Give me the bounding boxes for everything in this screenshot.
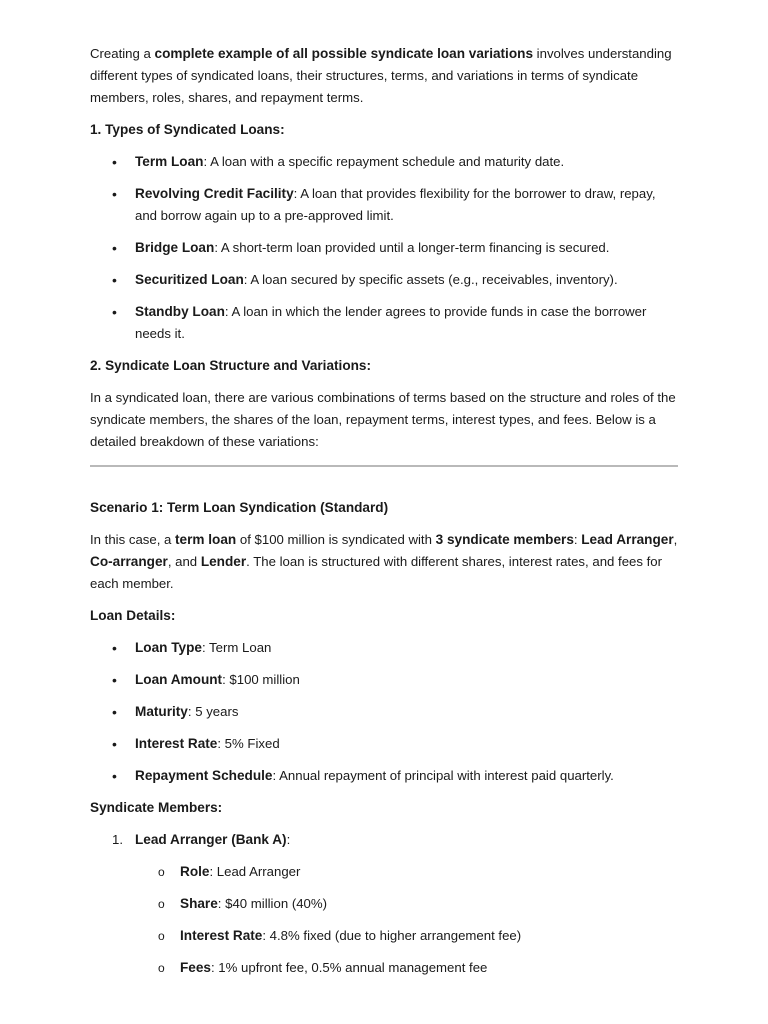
list-item [90,861,678,883]
item-desc: : A short-term loan provided until a longer-term financing is secured. [214,240,610,255]
member-colon: : [286,832,291,847]
item-desc: : $100 million [222,672,300,687]
item-term: Interest Rate [135,736,218,751]
item-term: Loan Amount [135,672,223,687]
para-bold: Lender [200,554,247,569]
item-desc: : Annual repayment of principal with interest paid quarterly. [272,768,614,783]
item-desc: : A loan secured by specific assets (e.g., receivables, inventory). [243,272,618,287]
list-item [90,183,678,227]
section1-heading: 1. Types of Syndicated Loans: [90,122,285,137]
horizontal-divider [90,465,678,467]
list-item [90,701,678,723]
item-desc: : 5% Fixed [217,736,280,751]
member-details-list [90,861,678,979]
scenario1-paragraph [90,529,678,595]
list-item [90,669,678,691]
item-desc: : $40 million (40%) [217,896,327,911]
item-term: Fees [180,960,211,975]
section2-paragraph: In a syndicated loan, there are various combinations of terms based on the structure and roles of the syndicate members, the shares of the loan, repayment terms, interest types, and fees. Below is a detailed breakdown of these variations: [90,390,676,449]
intro-text-end: involves understanding different types of syndicated loans, their structures, terms, and variations in terms of syndicate members, roles, shares, and repayment terms. [90,46,672,105]
scenario1-heading: Scenario 1: Term Loan Syndication (Standard) [90,500,389,515]
intro-bold-text: complete example of all possible syndicate loan variations [154,46,534,61]
list-item [90,637,678,659]
circle-bullet-icon: o [158,865,165,879]
list-item [90,893,678,915]
item-desc: : Lead Arranger [209,864,301,879]
loan-details-heading: Loan Details: [90,608,176,623]
list-item [90,269,678,291]
item-desc: : A loan in which the lender agrees to provide funds in case the borrower needs it. [135,304,647,341]
loan-details-list [90,637,678,787]
member-item-lead-arranger [90,829,678,851]
item-desc: : Term Loan [201,640,272,655]
para-bold: term loan [175,532,237,547]
item-term: Role [180,864,210,879]
para-text: In this case, a [90,532,176,547]
item-desc: : A loan that provides flexibility for the borrower to draw, repay, and borrow again up to a pre-approved limit. [135,186,656,223]
item-term: Term Loan [135,154,204,169]
circle-bullet-icon: o [158,929,165,943]
loan-types-list [90,151,678,345]
item-term: Repayment Schedule [135,768,273,783]
para-text: , and [167,554,201,569]
item-term: Share [180,896,218,911]
circle-bullet-icon: o [158,961,165,975]
item-desc: : A loan with a specific repayment schedule and maturity date. [203,154,565,169]
item-desc: : 1% upfront fee, 0.5% annual management fee [210,960,488,975]
para-bold: Lead Arranger [581,532,674,547]
syndicate-members-heading: Syndicate Members: [90,800,223,815]
list-item [90,957,678,979]
item-term: Maturity [135,704,188,719]
para-bold: 3 syndicate members [435,532,574,547]
item-desc: : 4.8% fixed (due to higher arrangement fee) [262,928,522,943]
para-bold: Co-arranger [90,554,168,569]
list-number: 1. [112,832,123,847]
intro-paragraph [90,43,678,109]
para-text: : [573,532,582,547]
list-item [90,733,678,755]
para-text: of $100 million is syndicated with [236,532,436,547]
list-item [90,151,678,173]
list-item [90,765,678,787]
member-name: Lead Arranger (Bank A) [135,832,287,847]
section2-heading: 2. Syndicate Loan Structure and Variations: [90,358,372,373]
para-text: , [673,532,678,547]
list-item [90,237,678,259]
item-term: Interest Rate [180,928,263,943]
circle-bullet-icon: o [158,897,165,911]
item-term: Securitized Loan [135,272,244,287]
item-term: Revolving Credit Facility [135,186,294,201]
list-item [90,301,678,345]
intro-text: Creating a [90,46,155,61]
item-term: Loan Type [135,640,202,655]
item-desc: : 5 years [187,704,239,719]
item-term: Standby Loan [135,304,225,319]
para-text: . The loan is structured with different shares, interest rates, and fees for each member. [90,554,663,591]
list-item [90,925,678,947]
item-term: Bridge Loan [135,240,215,255]
